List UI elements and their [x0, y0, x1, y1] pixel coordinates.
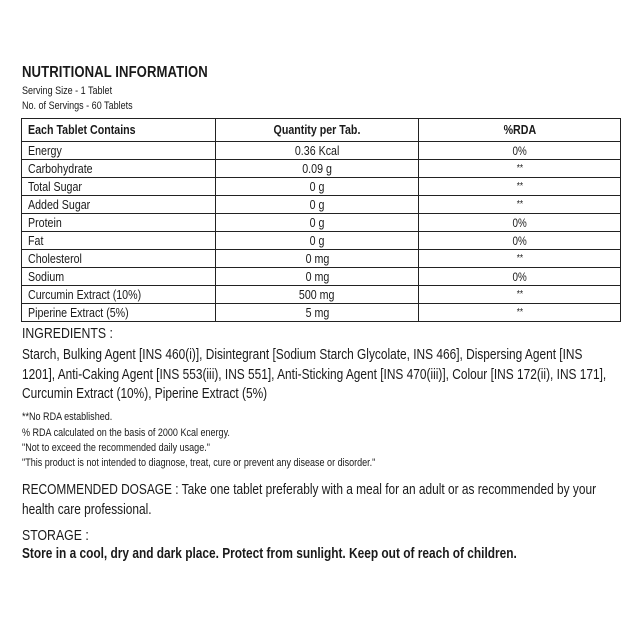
rda-value: **: [419, 160, 621, 178]
nutrient-name: Sodium: [22, 268, 216, 286]
table-row: [22, 178, 621, 196]
table-row: [22, 196, 621, 214]
note-disclaimer: "This product is not intended to diagnose, treat, cure or prevent any disease or disorder.": [22, 457, 376, 469]
quantity-value: 0 g: [216, 214, 419, 232]
page-title: NUTRITIONAL INFORMATION: [22, 64, 208, 81]
table-row: [22, 160, 621, 178]
storage-text: Store in a cool, dry and dark place. Protect from sunlight. Keep out of reach of children.: [22, 546, 517, 562]
quantity-value: 0.09 g: [216, 160, 419, 178]
rda-value: **: [419, 304, 621, 322]
table-row: [22, 214, 621, 232]
storage-heading: STORAGE :: [22, 527, 89, 544]
table-row: [22, 286, 621, 304]
nutrient-name: Cholesterol: [22, 250, 216, 268]
nutrient-name: Curcumin Extract (10%): [22, 286, 216, 304]
rda-value: **: [419, 250, 621, 268]
column-header-quantity: Quantity per Tab.: [216, 119, 419, 142]
ingredients-text: Starch, Bulking Agent [INS 460(i)], Disintegrant [Sodium Starch Glycolate, INS 466], Dispersing Agent [INS 1201], Anti-Caking Agent [INS 553(iii), INS 551], Anti-Sticking Agent [INS 470(iii)], Colour [INS 172(ii), INS 171], Curcumin Extract (10%), Piperine Extract (5%): [22, 347, 607, 402]
nutrient-name: Protein: [22, 214, 216, 232]
rda-value: **: [419, 178, 621, 196]
column-header-rda: %RDA: [419, 119, 621, 142]
recommended-dosage: [22, 481, 612, 520]
note-no-rda: **No RDA established.: [22, 411, 113, 423]
dosage-label: RECOMMENDED DOSAGE :: [22, 482, 179, 498]
rda-value: 0%: [419, 232, 621, 250]
quantity-value: 0 g: [216, 178, 419, 196]
nutrient-name: Total Sugar: [22, 178, 216, 196]
ingredients-heading: INGREDIENTS :: [22, 325, 113, 342]
nutrient-name: Carbohydrate: [22, 160, 216, 178]
rda-value: 0%: [419, 142, 621, 160]
quantity-value: 0 g: [216, 196, 419, 214]
table-row: [22, 250, 621, 268]
nutrition-table: [21, 118, 621, 322]
note-rda-basis: % RDA calculated on the basis of 2000 Kcal energy.: [22, 427, 230, 439]
note-daily-usage: "Not to exceed the recommended daily usage.": [22, 442, 210, 454]
rda-value: **: [419, 196, 621, 214]
nutrient-name: Energy: [22, 142, 216, 160]
table-row: [22, 232, 621, 250]
rda-value: 0%: [419, 268, 621, 286]
table-row: [22, 142, 621, 160]
nutrient-name: Added Sugar: [22, 196, 216, 214]
serving-size: Serving Size - 1 Tablet: [22, 85, 113, 97]
table-header-row: [22, 119, 621, 142]
quantity-value: 0 mg: [216, 250, 419, 268]
quantity-value: 0.36 Kcal: [216, 142, 419, 160]
nutrient-name: Fat: [22, 232, 216, 250]
rda-value: **: [419, 286, 621, 304]
quantity-value: 500 mg: [216, 286, 419, 304]
quantity-value: 5 mg: [216, 304, 419, 322]
quantity-value: 0 g: [216, 232, 419, 250]
quantity-value: 0 mg: [216, 268, 419, 286]
table-row: [22, 304, 621, 322]
dosage-text: Take one tablet preferably with a meal for an adult or as recommended by your health care professional.: [22, 482, 597, 518]
servings-count: No. of Servings - 60 Tablets: [22, 100, 133, 112]
nutrient-name: Piperine Extract (5%): [22, 304, 216, 322]
column-header-nutrient: Each Tablet Contains: [22, 119, 216, 142]
rda-value: 0%: [419, 214, 621, 232]
table-row: [22, 268, 621, 286]
